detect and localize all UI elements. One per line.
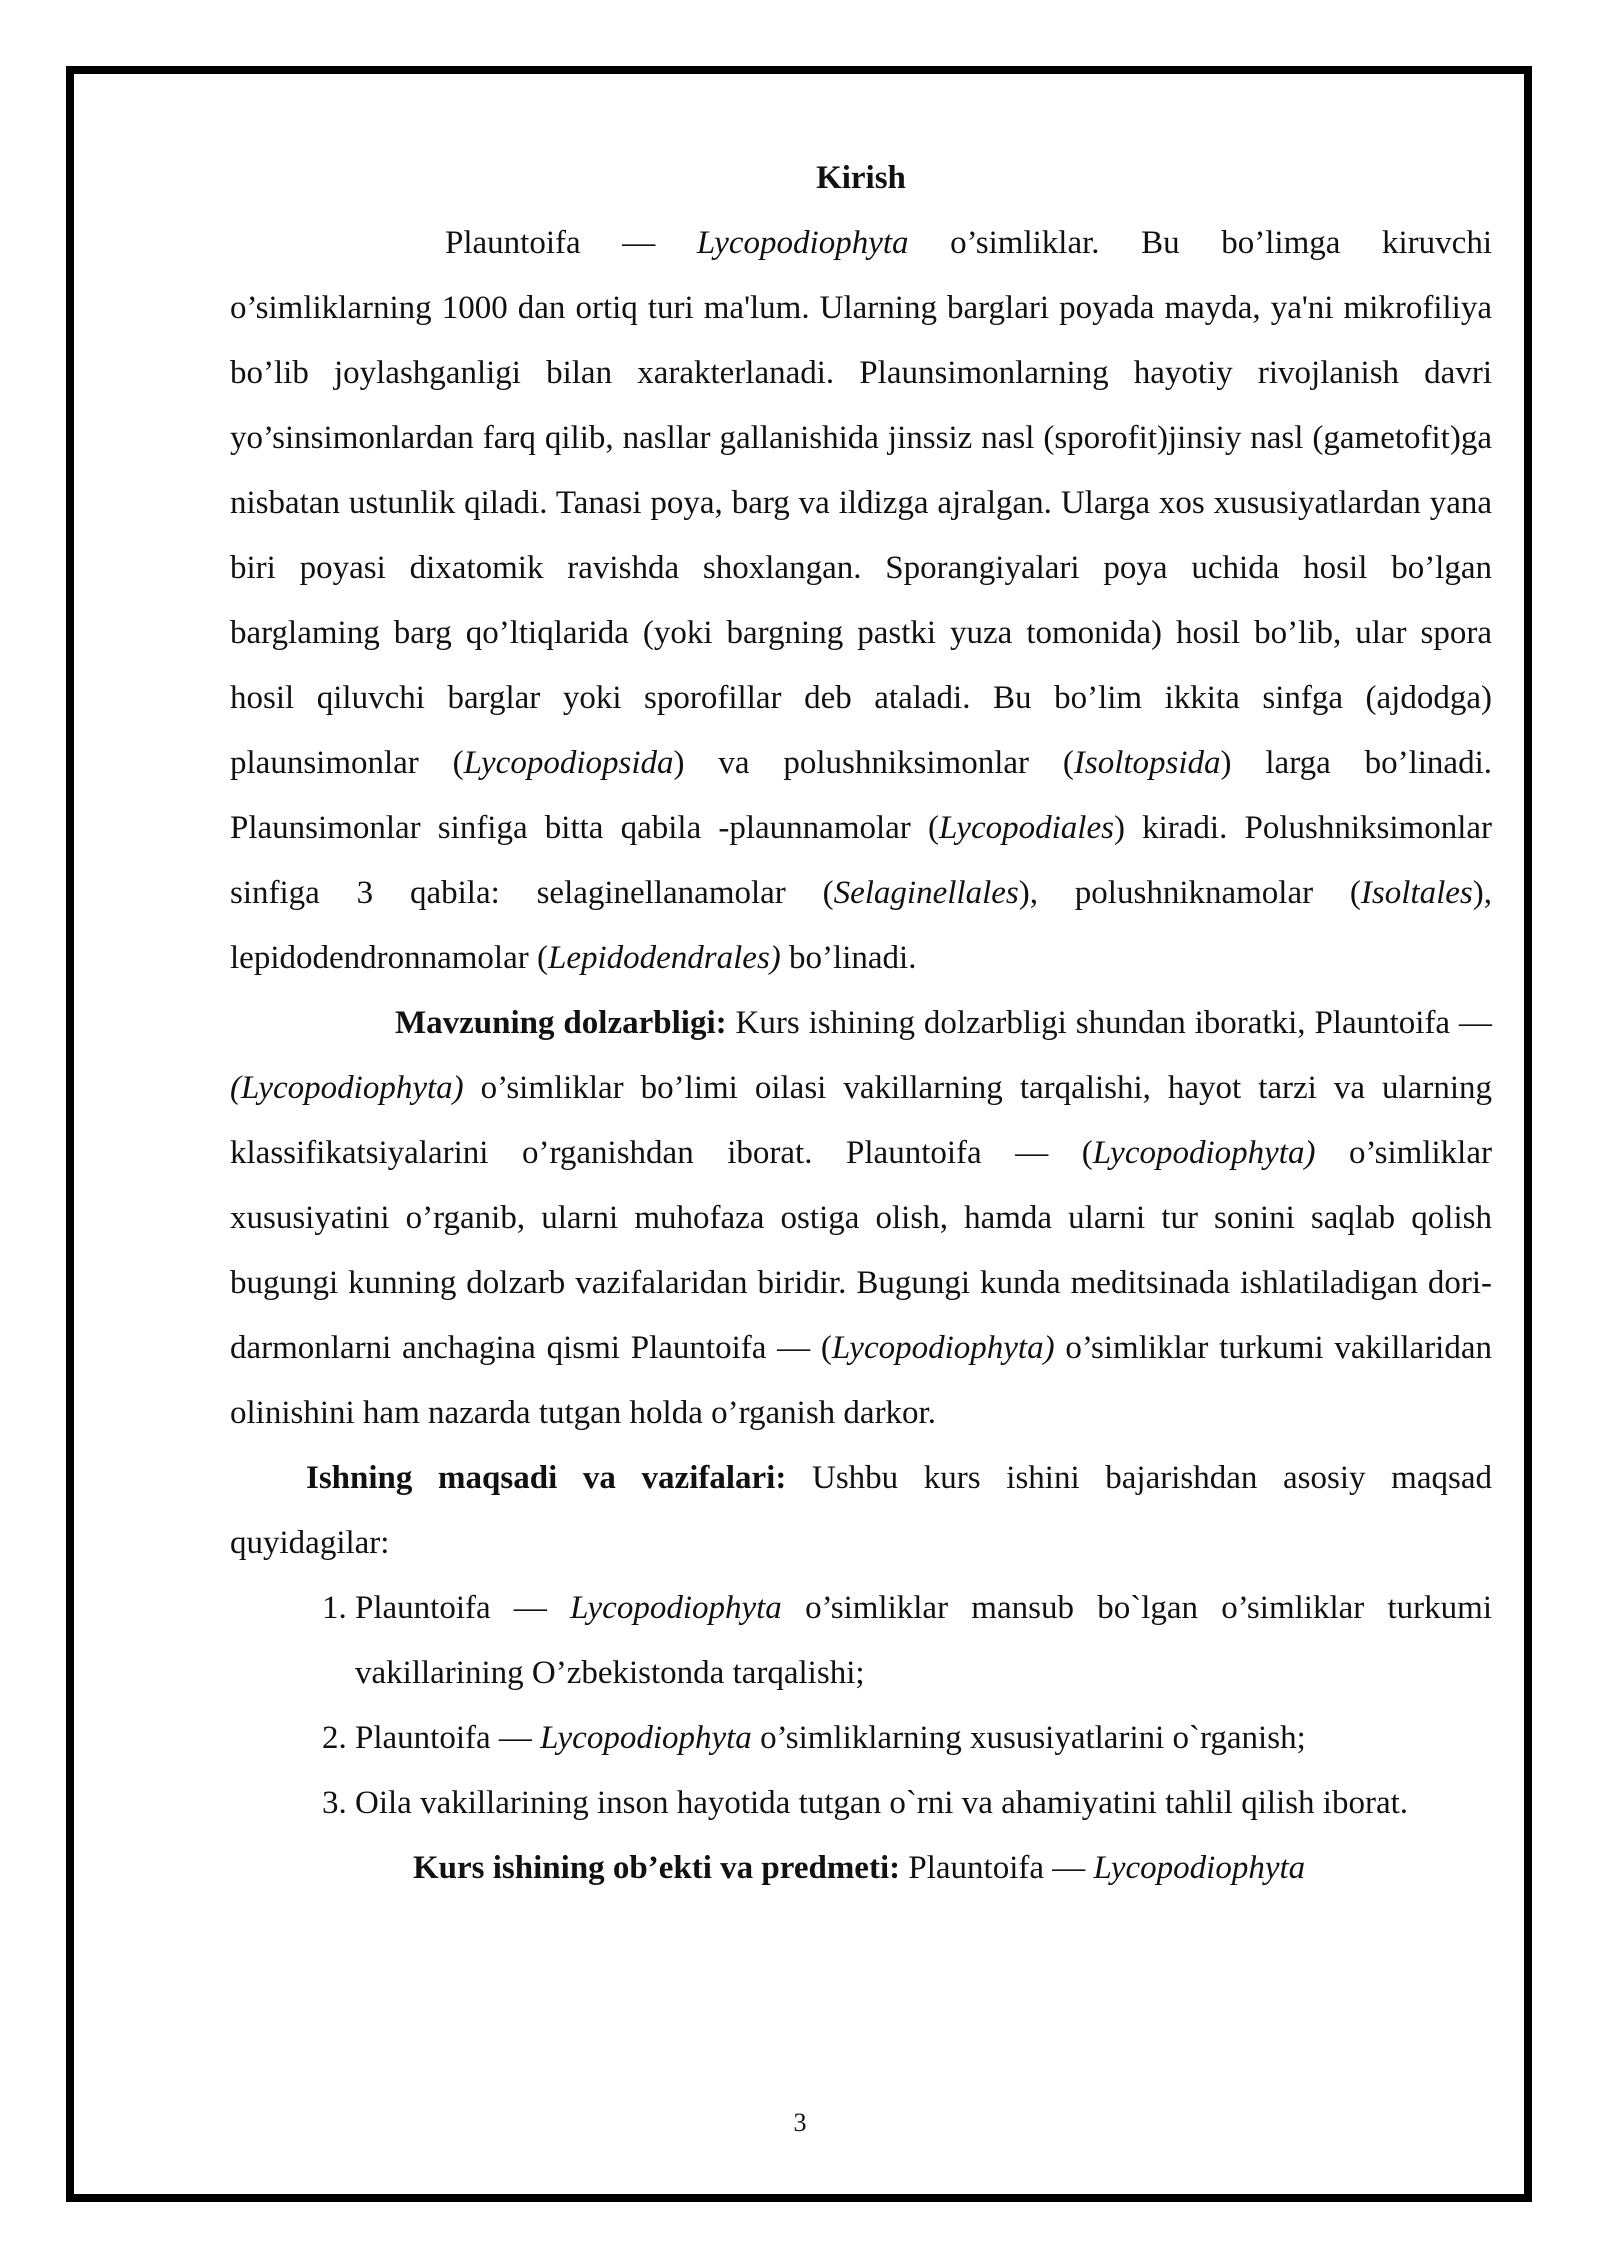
latin-term: Lycopodiophyta (570, 1590, 782, 1626)
text-run: o’simliklar mansub bo`lgan o’simliklar turkumi vakillarining O’zbekistonda tarqalishi; (355, 1590, 1492, 1691)
text-run: o’simliklar turkumi vakillaridan olinishini ham nazarda tutgan holda o’rganish darkor. (230, 1330, 1492, 1431)
list-item (355, 1706, 1492, 1771)
list-item (355, 1576, 1492, 1706)
text-run: ) va polushniksimonlar ( (673, 745, 1074, 781)
latin-term: Lycopodiophyta (696, 225, 909, 261)
object-heading: Kurs ishining ob’ekti va predmeti: (413, 1850, 901, 1886)
goals-list (230, 1576, 1492, 1836)
text-run: Kurs ishining dolzarbligi shundan iboratki, Plauntoifa — (726, 1005, 1492, 1041)
text-run: ), polushniknamolar ( (1018, 875, 1361, 911)
latin-term: Lycopodiophyta (540, 1720, 752, 1756)
relevance-heading: Mavzuning dolzarbligi: (395, 1005, 727, 1041)
intro-paragraph (230, 211, 1492, 991)
latin-term: Lycopodiophyta (1093, 1850, 1306, 1886)
document-body (230, 146, 1492, 1901)
latin-term: Lycopodiophyta) (831, 1330, 1055, 1366)
relevance-paragraph (230, 991, 1492, 1446)
latin-term: Lycopodiales (938, 810, 1114, 846)
text-run: ) larga bo’linadi. Plaunsimonlar sinfiga bitta qabila -plaunnamolar ( (230, 745, 1492, 846)
latin-term: Lepidodendrales) (547, 940, 781, 976)
latin-term: Lycopodiophyta) (1092, 1135, 1316, 1171)
text-run: ) kiradi. Polushniksimonlar sinfiga 3 qabila: selaginellanamolar ( (230, 810, 1492, 911)
latin-term: Lycopodiopsida (463, 745, 674, 781)
text-run: o’simliklar xususiyatini o’rganib, ularni muhofaza ostiga olish, hamda ularni tur sonini saqlab qolish bugungi kunning dolzarb vazifalaridan biridir. Bugungi kunda meditsinada ishlatiladigan dori-darmonlarni anchagina qismi Plauntoifa — ( (230, 1135, 1492, 1366)
goals-heading: Ishning maqsadi va vazifalari: (306, 1460, 787, 1496)
goals-paragraph (230, 1446, 1492, 1576)
text-run: Plauntoifa — (445, 225, 697, 261)
latin-term: Selaginellales (833, 875, 1019, 911)
object-paragraph (230, 1836, 1492, 1901)
list-item (355, 1771, 1492, 1836)
text-run: Ushbu kurs ishini bajarishdan asosiy maqsad quyidagilar: (230, 1460, 1492, 1561)
text-run: o’simliklar. Bu bo’limga kiruvchi o’simliklarning 1000 dan ortiq turi ma'lum. Ularning barglari poyada mayda, ya'ni mikrofiliya bo’lib joylashganligi bilan xarakterlanadi. Plaunsimonlarning hayotiy rivojlanish davri yo’sinsimonlardan farq qilib, nasllar gallanishida jinssiz nasl (sporofit)jinsiy nasl (gametofit)ga nisbatan ustunlik qiladi. Tanasi poya, barg va ildizga ajralgan. Ularga xos xususiyatlardan yana biri poyasi dixatomik ravishda shoxlangan. Sporangiyalari poya uchida hosil bo’lgan barglaming barg qo’ltiqlarida (yoki bargning pastki yuza tomonida) hosil bo’lib, ular spora hosil qiluvchi barglar yoki sporofillar deb ataladi. Bu bo’lim ikkita sinfga (ajdodga) plaunsimonlar ( (230, 225, 1492, 781)
page-number: 3 (793, 2108, 807, 2137)
latin-term: (Lycopodiophyta) (230, 1070, 464, 1106)
text-run: o’simliklarning xususiyatlarini o`rganish; (751, 1720, 1306, 1756)
text-run: bo’linadi. (780, 940, 917, 976)
text-run: Oila vakillarining inson hayotida tutgan o`rni va ahamiyatini tahlil qilish iborat. (355, 1785, 1409, 1821)
text-run: Plauntoifa — (355, 1590, 571, 1626)
latin-term: Isoltopsida (1073, 745, 1221, 781)
section-title: Kirish (816, 160, 906, 196)
text-run: Plauntoifa — (355, 1720, 541, 1756)
text-run: ), lepidodendronnamolar ( (230, 875, 1492, 976)
text-run: o’simliklar bo’limi oilasi vakillarning tarqalishi, hayot tarzi va ularning klassifikatsiyalarini o’rganishdan iborat. Plauntoifa — ( (230, 1070, 1492, 1171)
text-run: Plauntoifa — (900, 1850, 1094, 1886)
latin-term: Isoltales (1360, 875, 1473, 911)
